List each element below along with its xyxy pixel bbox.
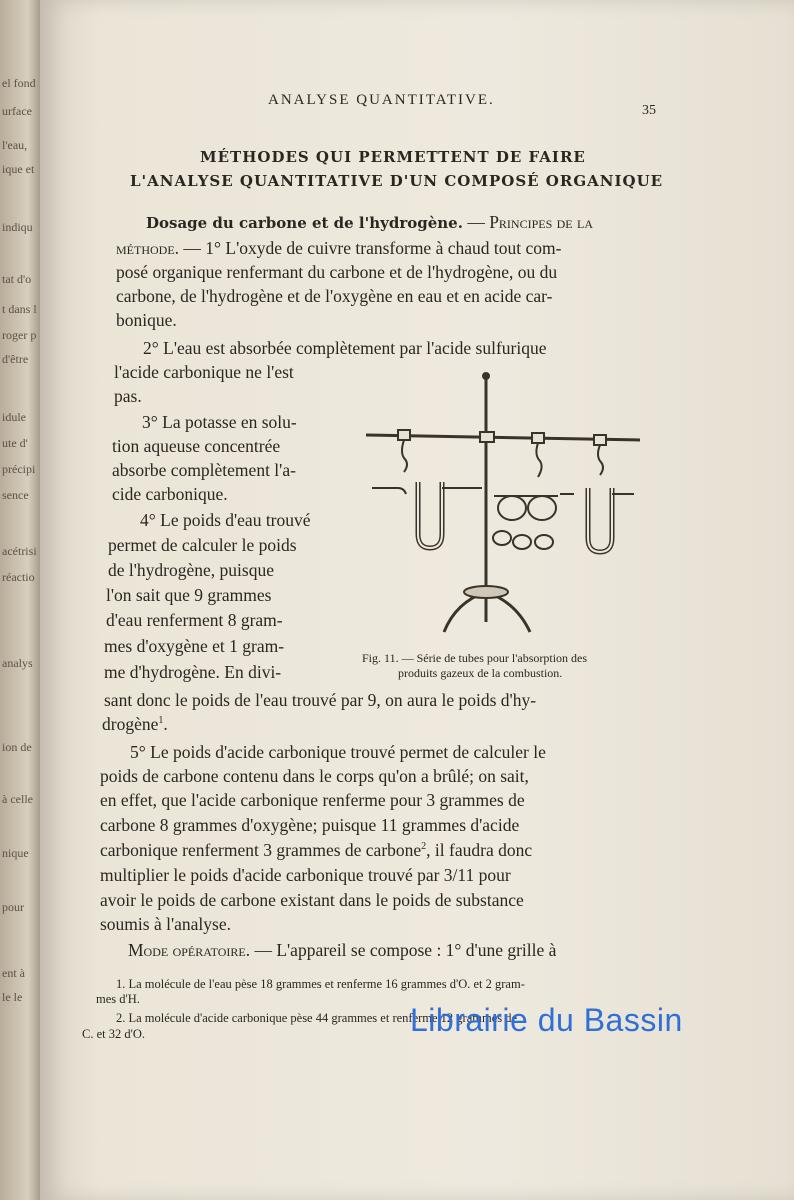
u-tube-sulfuric <box>418 482 442 548</box>
watermark-text: Librairie du Bassin <box>410 1002 683 1038</box>
footnote-2-line-1: 2. La molécule d'acide carbonique pèse 44 grammes et renferme 12 grammes de <box>116 1011 518 1025</box>
line-text: drogène <box>102 714 159 734</box>
left-page-fragment: analys <box>2 656 33 670</box>
paragraph-line: 3° La potasse en solu- <box>142 412 297 432</box>
paragraph-line: cide carbonique. <box>112 484 228 504</box>
paragraph-line: d'eau renferment 8 gram- <box>106 610 283 630</box>
paragraph-line: bonique. <box>116 310 177 330</box>
footnote-1-line-1: 1. La molécule de l'eau pèse 18 grammes et renferme 16 grammes d'O. et 2 gram- <box>116 977 525 991</box>
potash-bulb <box>528 496 556 520</box>
mode-operatoire-label: Mode opératoire. <box>128 940 251 960</box>
footnote-ref-1[interactable]: 1 <box>158 715 164 727</box>
hook <box>536 443 541 477</box>
footnote-ref-2[interactable]: 2 <box>421 841 427 853</box>
potash-bulb <box>493 531 511 545</box>
left-page-fragment: sence <box>2 488 29 502</box>
paragraph-line: tion aqueuse concentrée <box>112 436 281 456</box>
left-page-fragment: urface <box>2 104 32 118</box>
paragraph-line: avoir le poids de carbone existant dans le poids de substance <box>100 890 524 910</box>
tripod-base <box>464 586 508 598</box>
potash-bulb <box>535 535 553 549</box>
potash-bulb <box>498 496 526 520</box>
left-page-fragment: t dans l <box>2 302 37 316</box>
paragraph-line: permet de calculer le poids <box>108 535 297 555</box>
hook <box>402 440 407 472</box>
rod-knob <box>483 373 489 379</box>
absorption-tubes-figure <box>362 370 644 645</box>
inlet-tube <box>372 488 406 494</box>
left-page-fragment: réactio <box>2 570 35 584</box>
potash-bulb <box>513 535 531 549</box>
footnote-2-line-2: C. et 32 d'O. <box>82 1027 146 1041</box>
paragraph-line: en effet, que l'acide carbonique renferme pour 3 grammes de <box>100 790 525 810</box>
left-page-fragment: idule <box>2 410 26 424</box>
paragraph-line: l'acide carbonique ne l'est <box>114 362 294 382</box>
left-page-fragment: indiqu <box>2 220 33 234</box>
left-page-fragment: précipi <box>2 462 36 476</box>
paragraph-line: pas. <box>114 386 142 406</box>
left-page-fragment: roger p <box>2 328 37 342</box>
page-number: 35 <box>642 103 656 118</box>
paragraph-line: soumis à l'analyse. <box>100 914 231 934</box>
paragraph-line: multiplier le poids d'acide carbonique trouvé par 3/11 pour <box>100 865 511 885</box>
footnote-1-line-2: mes d'H. <box>96 992 140 1006</box>
left-page-fragment: pour <box>2 900 24 914</box>
paragraph-line <box>102 714 168 735</box>
line-text: — L'appareil se compose : 1° d'une grille à <box>250 940 557 960</box>
left-page-fragment: acétrisi <box>2 544 37 558</box>
paragraph-line <box>116 238 561 259</box>
hook <box>598 445 603 475</box>
left-page-fragment: l'eau, <box>2 138 28 152</box>
paragraph-line: me d'hydrogène. En divi- <box>104 662 282 682</box>
figure-caption-line-1: Fig. 11. — Série de tubes pour l'absorption des <box>362 651 588 665</box>
paragraph-line: poids de carbone contenu dans le corps qu'on a brûlé; on sait, <box>100 766 529 786</box>
paragraph-line: 5° Le poids d'acide carbonique trouvé permet de calculer le <box>130 742 546 762</box>
paragraph-line: l'on sait que 9 grammes <box>106 585 272 605</box>
line-text: — 1° L'oxyde de cuivre transforme à chaud tout com- <box>179 238 562 258</box>
paragraph-line: mes d'oxygène et 1 gram- <box>104 636 285 656</box>
u-tube-potash <box>588 488 612 552</box>
left-page-fragment: ion de <box>2 740 32 754</box>
adjacent-page-edge <box>0 0 40 1200</box>
left-page-fragment: d'être <box>2 352 29 366</box>
left-page-fragment: tat d'o <box>2 272 32 286</box>
paragraph-line: de l'hydrogène, puisque <box>108 560 274 580</box>
paragraph-line: posé organique renfermant du carbone et de l'hydrogène, ou du <box>116 262 558 282</box>
clamp <box>480 432 494 442</box>
left-page-fragment: à celle <box>2 792 33 806</box>
figure-caption-line-2: produits gazeux de la combustion. <box>398 666 563 680</box>
paragraph-line: 2° L'eau est absorbée complètement par l'acide sulfurique <box>143 338 547 358</box>
running-head: ANALYSE QUANTITATIVE. <box>268 92 495 108</box>
left-page-fragment: le le <box>2 990 23 1004</box>
clamp <box>398 430 410 440</box>
dash: — <box>462 212 490 232</box>
left-page-fragment: ique et <box>2 162 35 176</box>
paragraph-line: absorbe complètement l'a- <box>112 460 296 480</box>
paragraph-heading: Dosage du carbone et de l'hydrogène. <box>146 214 463 232</box>
line-text: , il faudra donc <box>426 840 533 860</box>
clamp <box>532 433 544 443</box>
line-text: carbonique renferment 3 grammes de carbone <box>100 840 422 860</box>
paragraph-line: 4° Le poids d'eau trouvé <box>140 510 311 530</box>
paragraph-line: carbone 8 grammes d'oxygène; puisque 11 grammes d'acide <box>100 815 520 835</box>
section-title-line-1: MÉTHODES QUI PERMETTENT DE FAIRE <box>200 148 586 166</box>
paragraph-line <box>128 940 556 961</box>
left-page-fragment: ute d' <box>2 436 28 450</box>
left-page-fragment: ent à <box>2 966 25 980</box>
paragraph-line <box>146 212 593 233</box>
line-text: . <box>163 714 168 734</box>
paragraph-line: carbone, de l'hydrogène et de l'oxygène en eau et en acide car- <box>116 286 553 306</box>
methode-label: méthode. <box>116 238 180 258</box>
principes-label: Principes de la <box>489 212 594 232</box>
left-page-fragment: nique <box>2 846 29 860</box>
section-title-line-2: L'ANALYSE QUANTITATIVE D'UN COMPOSÉ ORGANIQUE <box>130 172 664 190</box>
clamp <box>594 435 606 445</box>
left-page-fragment: el fond <box>2 76 36 90</box>
paragraph-line <box>100 840 532 861</box>
paragraph-line: sant donc le poids de l'eau trouvé par 9, on aura le poids d'hy- <box>104 690 537 710</box>
